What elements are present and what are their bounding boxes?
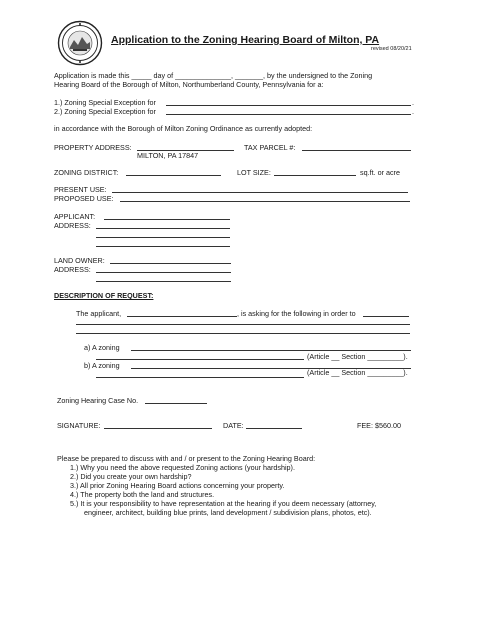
proposed-use-label: PROPOSED USE:	[54, 194, 114, 203]
intro-line-2: Hearing Board of the Borough of Milton, Northumberland County, Pennsylvania for a:	[54, 80, 324, 89]
discussion-item-5-cont: engineer, architect, building blue prints, land development / subdivision plans, photos, etc).	[84, 508, 372, 517]
discussion-item-2: 2.) Did you create your own hardship?	[70, 472, 192, 481]
exception-1-field[interactable]	[166, 105, 411, 106]
exception-1-dot: .	[412, 98, 414, 107]
request-line-2[interactable]	[76, 333, 410, 334]
applicant-request-name-field[interactable]	[127, 316, 237, 317]
lot-size-unit: sq.ft. or acre	[360, 168, 400, 177]
present-use-field[interactable]	[112, 192, 408, 193]
borough-seal	[57, 20, 103, 66]
signature-label: SIGNATURE:	[57, 421, 101, 430]
discussion-item-3: 3.) All prior Zoning Hearing Board actions concerning your property.	[70, 481, 285, 490]
owner-address-label: ADDRESS:	[54, 265, 91, 274]
zoning-a-field-2[interactable]	[96, 359, 304, 360]
applicant-request-purpose-field[interactable]	[363, 316, 409, 317]
exception-1-label: 1.) Zoning Special Exception for	[54, 98, 156, 107]
applicant-request-mid: , is asking for the following in order to	[237, 309, 356, 318]
zoning-a-field-1[interactable]	[131, 350, 411, 351]
exception-2-label: 2.) Zoning Special Exception for	[54, 107, 156, 116]
present-use-label: PRESENT USE:	[54, 185, 107, 194]
discussion-item-1: 1.) Why you need the above requested Zoning actions (your hardship).	[70, 463, 295, 472]
zoning-a-label: a) A zoning	[84, 343, 120, 352]
case-number-label: Zoning Hearing Case No.	[57, 396, 139, 405]
discussion-intro: Please be prepared to discuss with and / or present to the Zoning Hearing Board:	[57, 454, 316, 463]
signature-field[interactable]	[104, 428, 212, 429]
date-field[interactable]	[246, 428, 302, 429]
discussion-item-4: 4.) The property both the land and structures.	[70, 490, 215, 499]
accordance-text: in accordance with the Borough of Milton Zoning Ordinance as currently adopted:	[54, 124, 313, 133]
owner-address-field-2[interactable]	[96, 281, 231, 282]
applicant-address-field-2[interactable]	[96, 237, 230, 238]
lot-size-label: LOT SIZE:	[237, 168, 271, 177]
land-owner-label: LAND OWNER:	[54, 256, 105, 265]
zoning-b-field-2[interactable]	[96, 377, 304, 378]
case-number-field[interactable]	[145, 403, 207, 404]
applicant-address-label: ADDRESS:	[54, 221, 91, 230]
land-owner-name-field[interactable]	[110, 263, 231, 264]
applicant-request-start: The applicant,	[76, 309, 122, 318]
lot-size-field[interactable]	[274, 175, 356, 176]
exception-2-dot: .	[412, 107, 414, 116]
zoning-district-field[interactable]	[126, 175, 221, 176]
applicant-name-field[interactable]	[104, 219, 230, 220]
date-label: DATE:	[223, 421, 244, 430]
intro-line-1: Application is made this _____ day of ______________, _______, by the undersigned to the Zoning	[54, 71, 373, 80]
document-title: Application to the Zoning Hearing Board of Milton, PA	[111, 34, 380, 46]
discussion-item-5: 5.) It is your responsibility to have representation at the hearing if you deem necessary (attorney,	[70, 499, 377, 508]
applicant-label: APPLICANT:	[54, 212, 96, 221]
zoning-b-article: (Article __ Section _________).	[307, 368, 408, 377]
exception-2-field[interactable]	[166, 114, 411, 115]
zoning-b-label: b) A zoning	[84, 361, 120, 370]
zoning-district-label: ZONING DISTRICT:	[54, 168, 119, 177]
request-heading: DESCRIPTION OF REQUEST:	[54, 291, 154, 300]
fee-text: FEE: $560.00	[357, 421, 401, 430]
request-line-1[interactable]	[76, 324, 410, 325]
property-city: MILTON, PA 17847	[137, 151, 199, 160]
revised-date: revised 08/20/21	[371, 46, 412, 52]
applicant-address-field-1[interactable]	[96, 228, 230, 229]
property-address-label: PROPERTY ADDRESS:	[54, 143, 132, 152]
proposed-use-field[interactable]	[120, 201, 410, 202]
zoning-a-article: (Article __ Section _________).	[307, 352, 408, 361]
tax-parcel-label: TAX PARCEL #:	[244, 143, 296, 152]
applicant-address-field-3[interactable]	[96, 246, 230, 247]
tax-parcel-field[interactable]	[302, 150, 411, 151]
owner-address-field-1[interactable]	[96, 272, 231, 273]
